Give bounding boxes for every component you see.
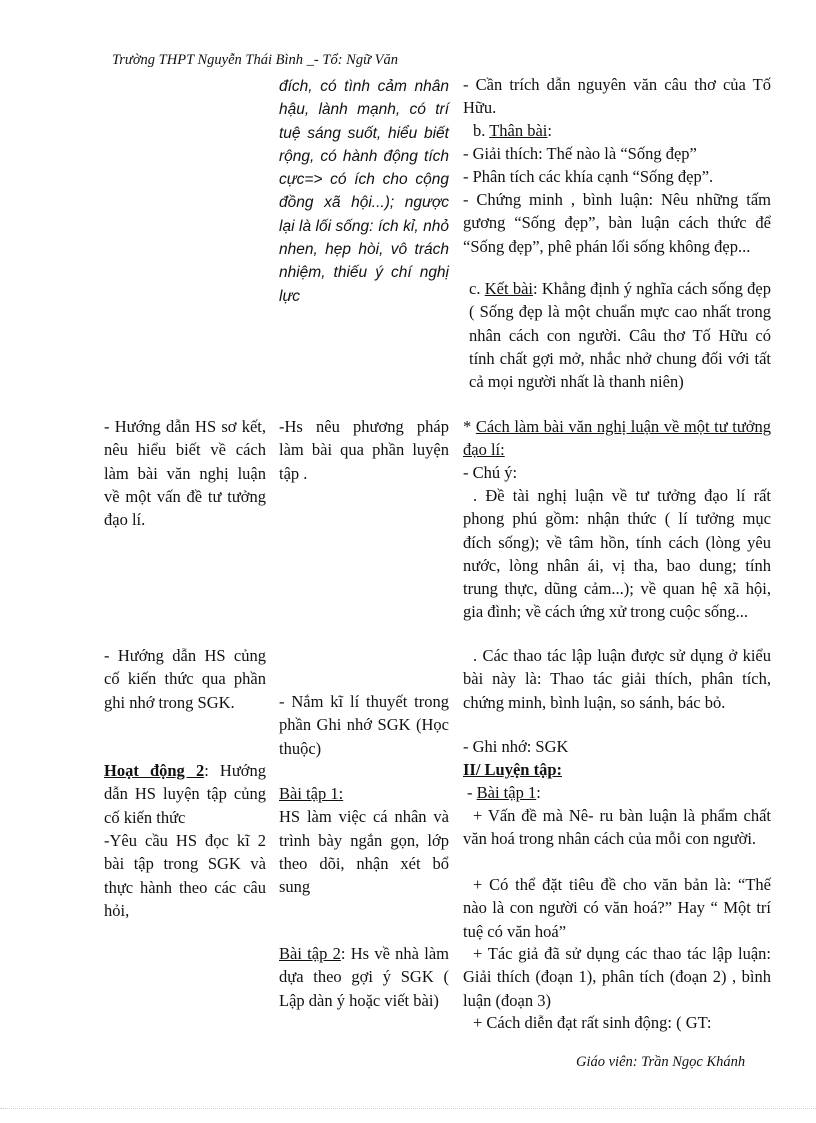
activity-heading-rest: : Hướng dẫn HS luyện tập củng cố kiến thức (104, 761, 267, 827)
exercise-2-label: Bài tập 2 (279, 944, 341, 963)
answer-2-title-2: Một trí tuệ có văn hoá (463, 898, 771, 941)
activity-heading: Hoạt động 2 (104, 761, 205, 780)
conclusion-prefix: c. (469, 279, 485, 298)
content-body-heading (463, 119, 771, 142)
teacher-name: Giáo viên: Trần Ngọc Khánh (576, 1054, 746, 1070)
left-paragraph-review: - Hướng dẫn HS củng cố kiến thức qua phần ghi nhớ trong SGK. (104, 646, 266, 712)
content-prove: - Chứng minh , bình luận: Nêu những tấm gương “Sống đẹp”, bàn luận cách thức để “Sống đẹp”, phê phán lối sống không đẹp... (463, 190, 771, 256)
content-techniques: . Các thao tác lập luận được sử dụng ở kiểu bài này là: Thao tác giải thích, phân tích, chứng minh, bình luận, so sánh, bác bỏ. (463, 646, 771, 712)
method-star: * (463, 417, 476, 436)
practice-heading: II/ Luyện tập: (463, 760, 563, 779)
mid-exercise-2 (279, 942, 449, 1012)
practice-answer-3: + Tác giả đã sử dụng các thao tác lập luận: Giải thích (đoạn 1), phân tích (đoạn 2) , bình luận (đoạn 3) (463, 944, 771, 1010)
exercise-1-text: HS làm việc cá nhân và trình bày ngắn gọn, lớp theo dõi, nhận xét bổ sung (279, 807, 449, 897)
exercise-1-label: Bài tập 1: (279, 784, 344, 803)
content-topics: . Đề tài nghị luận về tư tưởng đạo lí rất phong phú gồm: nhận thức ( lí tưởng mục đích sống); về tâm hồn, tính cách (lòng yêu nước, lòng nhân ái, vị tha, bao dung; tính trung thực, dũng cảm...); về quan hệ xã hội, gia đình; về cách ứng xử trong cuộc sống... (463, 486, 771, 622)
page-header (112, 52, 398, 69)
practice-answer-1: + Vấn đề mà Nê- ru bàn luận là phẩm chất văn hoá trong nhân cách của mỗi con người. (463, 806, 771, 849)
mid-paragraph-theory: - Nắm kĩ lí thuyết trong phần Ghi nhớ SGK (Học thuộc) (279, 692, 449, 758)
content-explain: - Giải thích: Thế nào là “Sống đẹp” (463, 144, 697, 163)
answer-2-text: + Có thể đặt tiêu đề cho văn bản là: “ (473, 875, 746, 894)
content-conclusion (463, 277, 771, 393)
content-remember: - Ghi nhớ: SGK (463, 737, 569, 756)
page-footer (576, 1054, 745, 1071)
practice-exercise-1-label: Bài tập 1 (476, 783, 537, 802)
answer-2-title-1: Thế nào là con người có văn hoá? (463, 875, 771, 918)
content-quote-note: - Cần trích dẫn nguyên văn câu thơ của Tố Hữu. (463, 75, 771, 118)
answer-2-end: ” (558, 921, 567, 941)
mid-exercise-1 (279, 782, 449, 898)
content-note: - Chú ý: (463, 463, 518, 482)
mid-paragraph-method: -Hs nêu phương pháp làm bài qua phần luyện tập . (279, 417, 449, 483)
exercise-dash: - (467, 783, 477, 802)
method-heading-label: Cách làm bài văn nghị luận về một tư tưởng đạo lí: (463, 417, 772, 460)
page-bottom-divider (0, 1108, 816, 1109)
body-heading-prefix: b. (473, 121, 490, 140)
school-name: Trường THPT Nguyễn Thái Bình (112, 52, 304, 68)
exercise-suffix: : (536, 783, 541, 802)
body-heading-label: Thân bài (489, 121, 548, 140)
content-analyze: - Phân tích các khía cạnh “Sống đẹp”. (463, 167, 714, 186)
left-paragraph-activity (104, 759, 266, 829)
practice-answer-4: + Cách diễn đạt rất sinh động: ( GT: (473, 1013, 712, 1032)
conclusion-label: Kết bài (484, 279, 533, 298)
header-separator: _- (306, 52, 323, 68)
left-paragraph-exercises: -Yêu cầu HS đọc kĩ 2 bài tập trong SGK và thực hành theo các câu hỏi, (104, 831, 266, 920)
exercise-2-text: : Hs về nhà làm dựa theo gợi ý SGK ( Lập dàn ý hoặc viết bài) (279, 944, 449, 1010)
content-method-heading (463, 415, 771, 462)
italic-note-text: đích, có tình cảm nhân hậu, lành mạnh, có trí tuệ sáng suốt, hiểu biết rộng, có hành động tích cực=> có ích cho cộng đồng xã hội...); ngược lại là lối sống: ích kỉ, nhỏ nhen, hẹp hòi, vô trách nhiệm, thiếu ý chí nghị lực (279, 78, 449, 305)
answer-2-mid: ” Hay “ (664, 898, 724, 918)
practice-answer-2 (463, 873, 771, 943)
body-heading-suffix: : (547, 121, 552, 140)
left-paragraph-summary: - Hướng dẫn HS sơ kết, nêu hiểu biết về cách làm bài văn nghị luận về một vấn đề tư tưởng đạo lí. (104, 417, 266, 530)
practice-exercise-1-heading (463, 781, 771, 804)
department-name: Tổ: Ngữ Văn (322, 52, 398, 68)
conclusion-text: : Khẳng định ý nghĩa cách sống đẹp ( Sống đẹp là một chuẩn mực cao nhất trong nhân cách con người. Câu thơ Tố Hữu có tính chất gợi mở, nhắc nhở chung đối với tất cả mọi người nhất là thanh niên) (469, 279, 771, 392)
